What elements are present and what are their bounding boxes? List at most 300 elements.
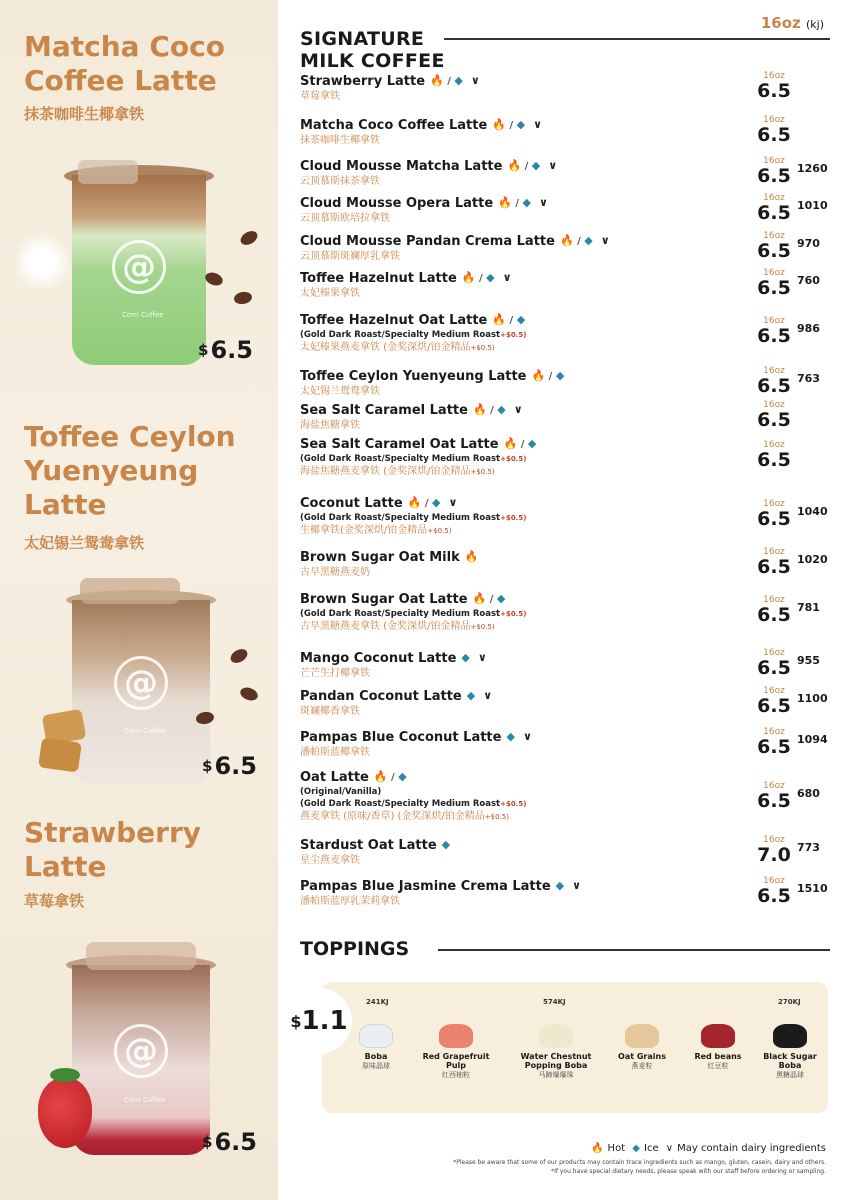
icon-group <box>462 269 495 287</box>
price-value: 6.5 <box>214 752 257 780</box>
hot-icon: 🔥 <box>461 271 476 284</box>
item-name-text: Sea Salt Caramel Latte <box>300 403 468 418</box>
hot-icon: 🔥 <box>472 403 487 416</box>
hot-icon: 🔥 <box>507 159 522 172</box>
price-value: 6.5 <box>757 885 791 907</box>
item-name-text: Toffee Ceylon Yuenyeung Latte <box>300 369 527 384</box>
price-value: 7.0 <box>757 844 791 866</box>
separator: / <box>505 120 517 131</box>
item-roast-option <box>300 453 830 465</box>
topping-name: Red Grapefruit Pulp <box>422 1052 490 1070</box>
kj-value: 773 <box>797 841 820 854</box>
dairy-icon: ∨ <box>572 879 582 892</box>
item-name <box>300 548 830 566</box>
promo-title-line: Strawberry <box>24 816 202 849</box>
ice-icon: ◆ <box>496 592 506 605</box>
icon-group <box>467 687 475 704</box>
separator: / <box>421 498 432 509</box>
roast-text: (Gold Dark Roast/Specialty Medium Roast <box>300 609 501 619</box>
size-label: 16oz <box>763 268 785 278</box>
price-value: 6.5 <box>757 325 791 347</box>
item-name <box>300 232 830 250</box>
size-label: 16oz <box>763 686 785 696</box>
currency-symbol: $ <box>198 341 209 359</box>
cup-logo-icon: @ <box>114 656 168 710</box>
ice-icon: ◆ <box>516 313 526 326</box>
legend-dairy: May contain dairy ingredients <box>677 1143 826 1154</box>
kj-value: 1020 <box>797 553 828 566</box>
hot-icon: 🔥 <box>430 74 444 87</box>
separator: / <box>517 439 528 450</box>
cn-text: 星尘燕麦拿铁 <box>300 855 360 866</box>
price-box <box>757 232 791 261</box>
price-box <box>757 401 791 430</box>
item-name <box>300 269 830 287</box>
price-box <box>757 269 791 298</box>
item-roast-option <box>300 512 830 524</box>
ice-cubes-image <box>86 942 196 970</box>
item-cn-name <box>300 287 830 300</box>
price-box <box>757 116 791 145</box>
ice-icon: ◆ <box>584 234 593 247</box>
item-cn-name <box>300 385 830 398</box>
menu-item <box>300 548 830 579</box>
icon-group <box>532 367 565 385</box>
topping-name: Red beans <box>694 1052 742 1061</box>
hot-icon: 🔥 <box>464 550 479 563</box>
ice-icon: ◆ <box>527 437 537 450</box>
promo-title-line: Toffee Ceylon <box>24 420 236 453</box>
kj-value: 1260 <box>797 162 828 175</box>
size-header <box>761 14 824 32</box>
kj-label: 270KJ <box>778 998 801 1006</box>
price-value: 6.5 <box>757 508 791 530</box>
separator: / <box>521 161 532 172</box>
icon-group <box>408 494 441 512</box>
menu-item <box>300 877 830 908</box>
price-value: 6.5 <box>757 695 791 717</box>
item-cn-name <box>300 810 830 824</box>
dairy-icon: ∨ <box>513 403 523 416</box>
hot-icon: 🔥 <box>498 196 512 209</box>
size-label: 16oz <box>763 781 785 791</box>
price-value: 1.1 <box>301 1006 348 1036</box>
icon-group <box>430 72 463 90</box>
cn-text: 海盐焦糖拿铁 <box>300 420 360 431</box>
upcharge: +$0.5) <box>500 331 527 339</box>
price-value: 6.5 <box>757 375 791 397</box>
divider <box>438 949 830 951</box>
topping-cn-name: 黑糖晶球 <box>776 1071 804 1079</box>
topping-name: Water Chestnut Popping Boba <box>520 1052 592 1070</box>
upcharge: +$0.5) <box>500 514 527 522</box>
size-label: 16oz <box>763 727 785 737</box>
menu-item <box>300 435 830 479</box>
icon-group <box>374 768 407 786</box>
topping-cn-name: 马蹄爆爆珠 <box>538 1071 574 1079</box>
strawberry-leaf-image <box>50 1068 80 1082</box>
hot-icon: 🔥 <box>531 369 546 382</box>
price-box <box>757 500 791 529</box>
price-value: 6.5 <box>757 657 791 679</box>
section-title-line: SIGNATURE <box>300 28 425 50</box>
cn-text: 太妃榛果拿铁 <box>300 288 360 299</box>
price-value: 6.5 <box>757 80 791 102</box>
price-box <box>757 157 791 186</box>
kj-value: 1510 <box>797 882 828 895</box>
item-name-text: Toffee Hazelnut Latte <box>300 271 457 286</box>
ice-icon: ◆ <box>516 118 526 131</box>
coffee-bean-icon <box>238 228 260 247</box>
icon-group <box>461 649 469 666</box>
cup-brand: Corri Coffee <box>122 311 164 319</box>
hot-icon: 🔥 <box>472 592 487 605</box>
section-title-line: MILK COFFEE <box>300 50 445 72</box>
allergen-note: *Please be aware that some of our products may contain trace ingredients such as mango, gluten, casein, dairy and others. <box>453 1159 826 1166</box>
item-cn-name <box>300 465 830 479</box>
promo-title-line: Yuenyeung <box>24 454 199 487</box>
item-cn-name <box>300 250 830 263</box>
roast-text: (Gold Dark Roast/Specialty Medium Roast <box>300 799 501 809</box>
promo-title-line: Matcha Coco <box>24 30 225 63</box>
item-name <box>300 687 830 705</box>
ice-icon: ◆ <box>466 689 476 702</box>
upcharge: +$0.5) <box>500 800 527 808</box>
icon-group <box>504 435 537 453</box>
item-cn-name <box>300 895 830 908</box>
menu-item <box>300 72 830 103</box>
separator: / <box>545 371 556 382</box>
topping-image <box>625 1024 659 1048</box>
icon-group <box>442 836 450 853</box>
cn-text: 古早黑糖燕麦奶 <box>300 567 370 578</box>
legend <box>587 1143 826 1154</box>
promo-title-3 <box>24 816 201 884</box>
item-name-text: Brown Sugar Oat Latte <box>300 592 468 607</box>
menu-item <box>300 590 830 634</box>
item-name <box>300 401 830 419</box>
dairy-icon: ∨ <box>477 651 487 664</box>
item-name <box>300 367 830 385</box>
price-value: 6.5 <box>757 202 791 224</box>
coffee-bean-icon <box>233 291 253 306</box>
menu-item <box>300 649 830 680</box>
promo-title-2 <box>24 420 236 522</box>
strawberry-image <box>38 1078 92 1148</box>
item-name-text: Brown Sugar Oat Milk <box>300 550 460 565</box>
section-title <box>300 28 445 72</box>
separator: / <box>573 236 585 247</box>
item-cn-name <box>300 667 830 680</box>
topping-item <box>682 1024 754 1071</box>
hot-icon: 🔥 <box>559 234 574 247</box>
promo-title-line: Latte <box>24 488 107 521</box>
unit-label: (kj) <box>805 18 824 31</box>
size-label: 16oz <box>763 648 785 658</box>
size-label: 16oz <box>763 400 785 410</box>
size-label: 16oz <box>763 440 785 450</box>
size-label: 16oz <box>763 547 785 557</box>
price-value: 6.5 <box>757 556 791 578</box>
cn-text: 潘帕斯蓝椰拿铁 <box>300 747 370 758</box>
milk-splash-image <box>12 232 72 292</box>
dairy-icon: ∨ <box>448 496 458 509</box>
price-box <box>757 548 791 577</box>
cn-text: 斑斓椰香拿铁 <box>300 706 360 717</box>
item-name <box>300 768 830 786</box>
legend-hot: Hot <box>607 1143 626 1154</box>
item-roast-option <box>300 329 830 341</box>
menu-item <box>300 157 830 188</box>
price-box <box>757 728 791 757</box>
icon-group <box>560 232 593 250</box>
kj-value: 1094 <box>797 733 828 746</box>
dairy-icon: ∨ <box>665 1143 674 1154</box>
kj-value: 970 <box>797 237 820 250</box>
ice-icon: ◆ <box>555 369 565 382</box>
item-name <box>300 728 830 746</box>
cn-text: 云顶慕斯欧培拉拿铁 <box>300 213 390 224</box>
item-roast-option <box>300 798 830 810</box>
separator: / <box>486 594 497 605</box>
hot-icon: 🔥 <box>503 437 518 450</box>
item-name-text: Pampas Blue Jasmine Crema Latte <box>300 879 551 894</box>
topping-item <box>754 1024 826 1080</box>
price-box <box>757 596 791 625</box>
coffee-bean-icon <box>228 646 250 665</box>
price-box <box>757 194 791 223</box>
cup-brand: Corri Coffee <box>124 1096 166 1104</box>
currency-symbol: $ <box>290 1011 302 1031</box>
icon-group <box>556 877 564 894</box>
hot-icon: 🔥 <box>591 1143 604 1154</box>
cup-brand: Corri Coffee <box>124 727 166 735</box>
item-roast-option <box>300 608 830 620</box>
cn-text: 海盐焦糖燕麦拿铁 (金奖深烘/铂金精品 <box>300 466 471 477</box>
ice-cubes-image <box>80 578 180 604</box>
menu-item <box>300 194 830 225</box>
topping-cn-name: 红西柚粒 <box>442 1071 470 1079</box>
cn-text: 太妃锡兰鸳鸯拿铁 <box>300 386 380 397</box>
size-label: 16oz <box>763 231 785 241</box>
price-value: 6.5 <box>757 240 791 262</box>
menu-item <box>300 269 830 300</box>
dairy-icon: ∨ <box>533 118 543 131</box>
ice-icon: ◆ <box>461 651 470 664</box>
item-cn-name <box>300 746 830 759</box>
cn-text: 草莓拿铁 <box>300 91 340 102</box>
topping-name: Boba <box>364 1052 388 1061</box>
promo-title-line: Latte <box>24 850 107 883</box>
ice-icon: ◆ <box>432 496 441 509</box>
dairy-icon: ∨ <box>522 730 532 743</box>
size-label: 16oz <box>763 835 785 845</box>
topping-cn-name: 原味晶球 <box>362 1062 390 1070</box>
item-variant: (Original/Vanilla) <box>300 787 382 797</box>
divider <box>444 38 830 40</box>
price-box <box>757 782 791 811</box>
kj-value: 1100 <box>797 692 828 705</box>
ice-icon: ◆ <box>506 730 515 743</box>
cn-text: 云顶慕斯抹茶拿铁 <box>300 176 380 187</box>
promo-price-3 <box>202 1128 257 1156</box>
item-cn-name <box>300 90 830 103</box>
ice-icon: ◆ <box>632 1143 640 1154</box>
item-cn-name <box>300 524 830 538</box>
size-label: 16oz <box>763 316 785 326</box>
dairy-icon: ∨ <box>470 74 480 87</box>
kj-value: 781 <box>797 601 820 614</box>
separator: / <box>443 76 455 87</box>
currency-symbol: $ <box>202 1133 213 1151</box>
cn-text: 芒芒生打椰拿铁 <box>300 668 370 679</box>
separator: / <box>511 198 523 209</box>
promo-cn-1: 抹茶咖啡生椰拿铁 <box>24 105 145 123</box>
item-name-text: Pampas Blue Coconut Latte <box>300 730 502 745</box>
roast-text: (Gold Dark Roast/Specialty Medium Roast <box>300 513 501 523</box>
price-box <box>757 72 791 101</box>
hot-icon: 🔥 <box>407 496 422 509</box>
ice-icon: ◆ <box>497 403 506 416</box>
item-cn-name <box>300 212 830 225</box>
size-label: 16oz <box>763 595 785 605</box>
item-name-text: Strawberry Latte <box>300 74 426 89</box>
cn-text: 太妃榛果燕麦拿铁 (金奖深烘/铂金精品 <box>300 342 471 353</box>
menu-item <box>300 687 830 718</box>
item-cn-name <box>300 175 830 188</box>
kj-value: 1040 <box>797 505 828 518</box>
ice-cubes-image <box>78 160 138 184</box>
menu-item <box>300 311 830 355</box>
item-name-text: Toffee Hazelnut Oat Latte <box>300 313 488 328</box>
item-name-text: Matcha Coco Coffee Latte <box>300 118 488 133</box>
icon-group <box>492 311 525 329</box>
kj-label: 241KJ <box>366 998 389 1006</box>
upcharge: +$0.5) <box>470 623 495 631</box>
ice-icon: ◆ <box>454 74 463 87</box>
menu-item <box>300 728 830 759</box>
topping-cn-name: 燕麦粒 <box>631 1062 653 1070</box>
icon-group <box>498 194 531 212</box>
topping-item <box>520 1024 592 1080</box>
menu-item <box>300 367 830 398</box>
roast-text: (Gold Dark Roast/Specialty Medium Roast <box>300 330 501 340</box>
item-name-text: Pandan Coconut Latte <box>300 689 462 704</box>
item-name-text: Mango Coconut Latte <box>300 651 457 666</box>
item-name <box>300 877 830 895</box>
upcharge: +$0.5) <box>500 455 527 463</box>
price-value: 6.5 <box>757 604 791 626</box>
coffee-bean-icon <box>203 270 224 287</box>
promo-cn-2: 太妃锡兰鸳鸯拿铁 <box>24 534 145 552</box>
topping-item <box>340 1024 412 1071</box>
size-label: 16oz <box>763 876 785 886</box>
coffee-bean-icon <box>238 685 259 702</box>
item-cn-name <box>300 620 830 634</box>
kj-label: 574KJ <box>543 998 566 1006</box>
cn-text: 生椰拿铁(金奖深烘/铂金精品 <box>300 525 428 536</box>
separator: / <box>475 273 487 284</box>
size-label: 16oz <box>763 366 785 376</box>
separator: / <box>486 405 498 416</box>
icon-group <box>492 116 525 134</box>
topping-image <box>359 1024 393 1048</box>
topping-image <box>773 1024 807 1048</box>
price-value: 6.5 <box>757 736 791 758</box>
item-name-text: Cloud Mousse Opera Latte <box>300 196 494 211</box>
ice-icon: ◆ <box>555 879 565 892</box>
item-name <box>300 435 830 453</box>
item-name-text: Coconut Latte <box>300 496 403 511</box>
upcharge: +$0.5) <box>500 610 527 618</box>
caramel-image <box>38 737 82 772</box>
upcharge: +$0.5) <box>484 813 509 821</box>
dietary-note: *If you have special dietary needs, please speak with our staff before ordering or sampling. <box>551 1168 826 1175</box>
price-value: 6.5 <box>757 790 791 812</box>
promo-title-1 <box>24 30 225 98</box>
menu-item <box>300 401 830 432</box>
kj-value: 986 <box>797 322 820 335</box>
item-name <box>300 649 830 667</box>
price-box <box>757 367 791 396</box>
menu-column <box>278 0 848 1200</box>
legend-ice: Ice <box>644 1143 659 1154</box>
item-name-text: Sea Salt Caramel Oat Latte <box>300 437 499 452</box>
hot-icon: 🔥 <box>492 118 506 131</box>
item-name <box>300 494 830 512</box>
upcharge: +$0.5) <box>470 344 495 352</box>
icon-group <box>465 548 479 565</box>
upcharge: +$0.5) <box>427 527 452 535</box>
ice-icon: ◆ <box>531 159 541 172</box>
topping-name: Oat Grains <box>618 1052 666 1061</box>
price-value: 6.5 <box>757 124 791 146</box>
item-cn-name <box>300 854 830 867</box>
price-box <box>757 687 791 716</box>
item-name-text: Cloud Mousse Matcha Latte <box>300 159 503 174</box>
promo-title-line: Coffee Latte <box>24 64 217 97</box>
item-name <box>300 116 830 134</box>
item-name <box>300 72 830 90</box>
menu-item <box>300 232 830 263</box>
size-label: 16oz <box>763 71 785 81</box>
cn-text: 云顶慕斯斑斓厚乳拿铁 <box>300 251 400 262</box>
item-name <box>300 590 830 608</box>
price-box <box>757 836 791 865</box>
price-box <box>757 317 791 346</box>
item-cn-name <box>300 566 830 579</box>
promo-price-1 <box>198 336 253 364</box>
item-name <box>300 311 830 329</box>
item-cn-name <box>300 705 830 718</box>
size-label: 16oz <box>763 499 785 509</box>
topping-cn-name: 红豆粒 <box>707 1062 729 1070</box>
item-name <box>300 157 830 175</box>
item-name-text: Cloud Mousse Pandan Crema Latte <box>300 234 555 249</box>
icon-group <box>507 157 540 175</box>
topping-name: Black Sugar Boba <box>763 1052 817 1070</box>
dairy-icon: ∨ <box>600 234 610 247</box>
price-value: 6.5 <box>757 449 791 471</box>
roast-text: (Gold Dark Roast/Specialty Medium Roast <box>300 454 501 464</box>
separator: / <box>506 315 517 326</box>
icon-group <box>473 590 506 608</box>
item-name-text: Oat Latte <box>300 770 369 785</box>
topping-image <box>439 1024 473 1048</box>
topping-item <box>606 1024 678 1071</box>
size-label: 16oz <box>760 14 801 32</box>
cn-text: 古早黑糖燕麦拿铁 (金奖深烘/铂金精品 <box>300 621 471 632</box>
